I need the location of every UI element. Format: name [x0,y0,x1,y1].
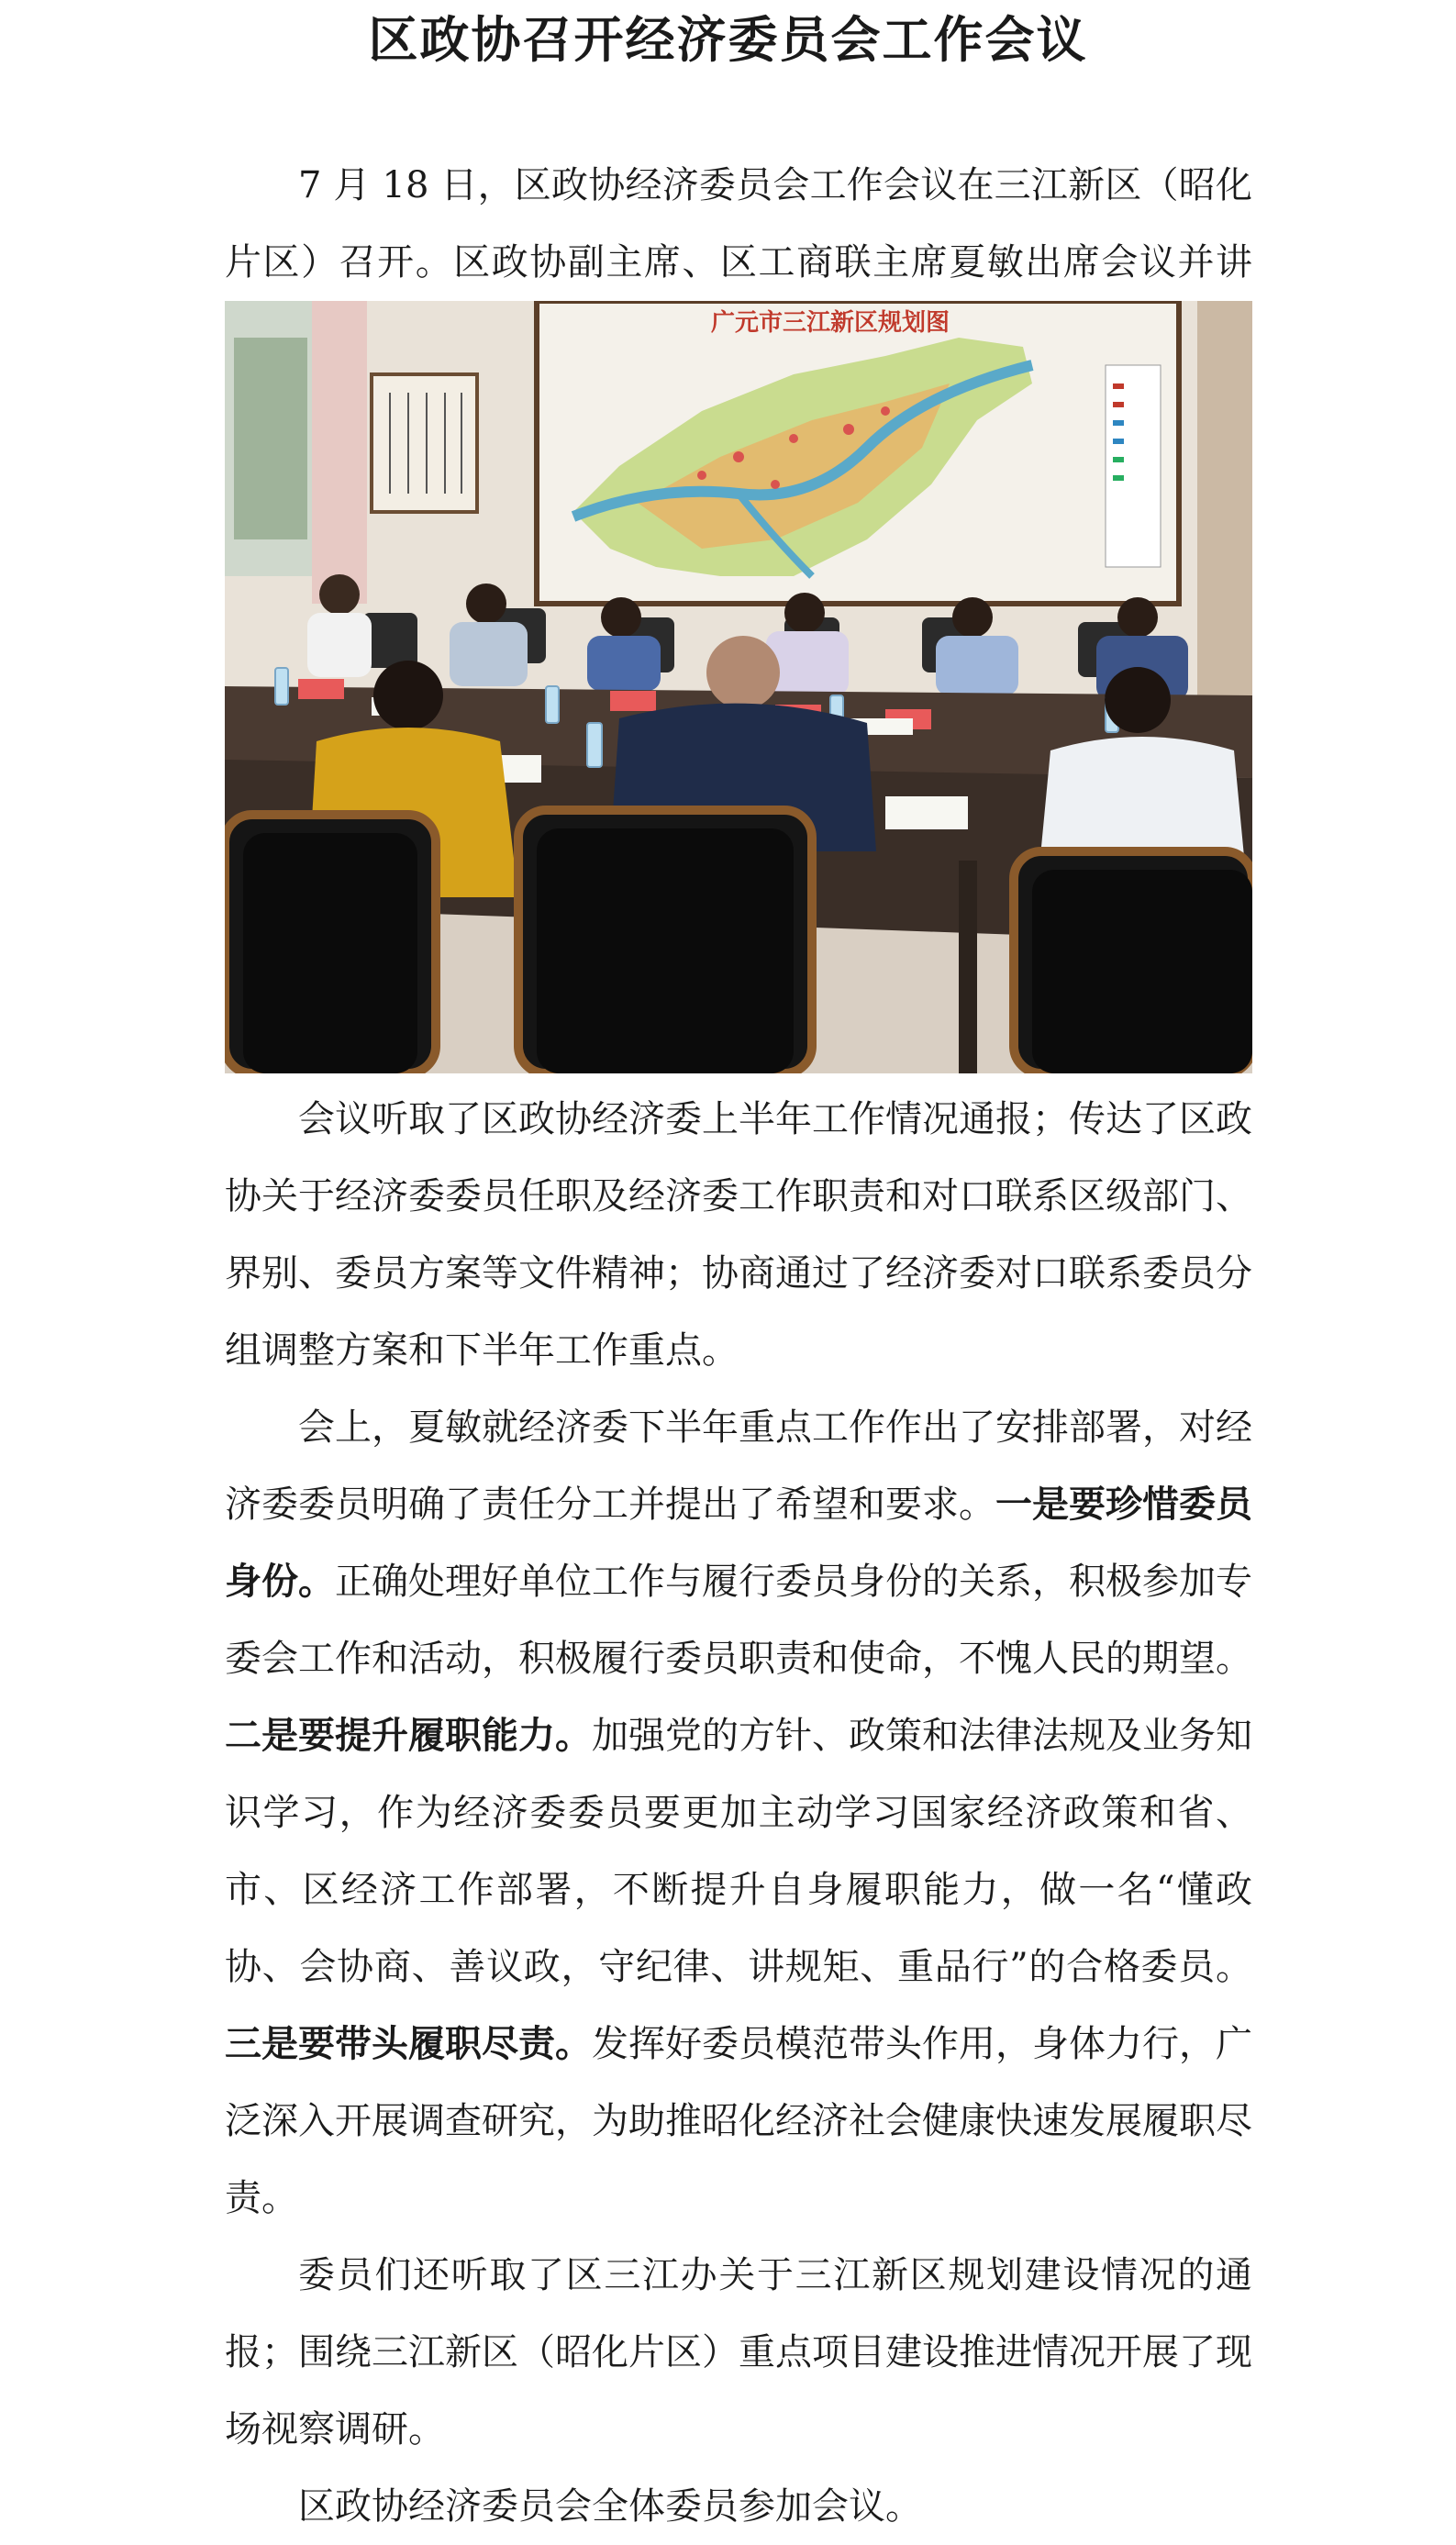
paragraph-3-text-2: 正确处理好单位工作与履行委员身份的关系，积极参加专委会工作和活动，积极履行委员职责和使命，不愧人民的期望。 [225,1561,1252,1680]
meeting-photo [225,301,1252,1073]
map-title: 广元市三江新区规划图 [711,309,950,337]
paragraph-4: 委员们还听取了区三江办关于三江新区规划建设情况的通报；围绕三江新区（昭化片区）重点项目建设推进情况开展了现场视察调研。 [225,2254,1252,2451]
paragraph-3-text-4: 发挥好委员模范带头作用，身体力行，广泛深入开展调查研究，为助推昭化经济社会健康快速发展履职尽责。 [225,2023,1252,2219]
paragraph-3 [225,1389,1252,2237]
point-three-heading: 三是要带头履职尽责。 [225,2022,592,2065]
body-block [225,1081,1252,2545]
meeting-photo-illustration [225,301,1252,1073]
paragraph-2: 会议听取了区政协经济委上半年工作情况通报；传达了区政协关于经济委委员任职及经济委工作职责和对口联系区级部门、界别、委员方案等文件精神；协商通过了经济委对口联系委员分组调整方案和下半年工作重点。 [225,1098,1252,1372]
point-two-heading: 二是要提升履职能力。 [225,1714,592,1757]
paragraph-3-text-1: 会上，夏敏就经济委下半年重点工作作出了安排部署，对经济委委员明确了责任分工并提出了希望和要求。 [225,1406,1252,1526]
intro-paragraph: 7 月 18 日，区政协经济委员会工作会议在三江新区（昭化片区）召开。区政协副主席、区工商联主席夏敏出席会议并讲 [225,164,1252,283]
paragraph-3-text-3: 加强党的方针、政策和法律法规及业务知识学习，作为经济委委员要更加主动学习国家经济政策和省、市、区经济工作部署，不断提升自身履职能力，做一名“懂政协、会协商、善议政，守纪律、讲规矩、重品行”的合格委员。 [225,1715,1252,1988]
paragraph-5: 区政协经济委员会全体委员参加会议。 [298,2485,922,2528]
article-title: 区政协召开经济委员会工作会议 [368,10,1088,69]
point-one-heading: 一是要珍惜委员身份。 [225,1483,1252,1603]
